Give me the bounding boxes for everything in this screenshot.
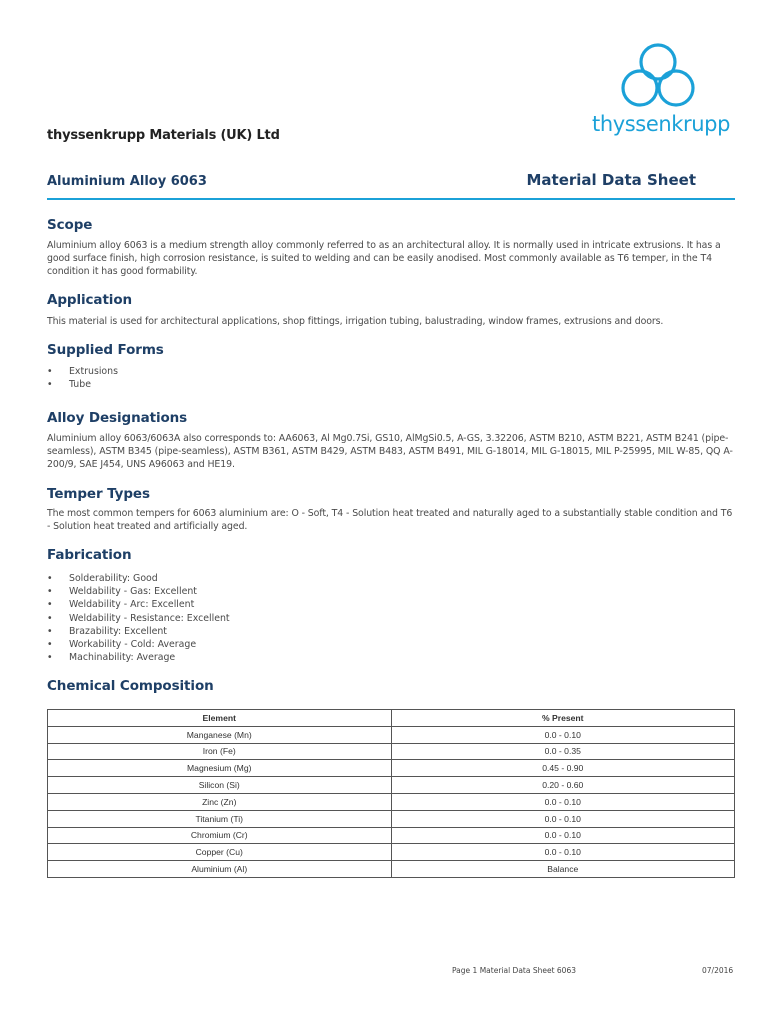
- list-item: • Extrusions: [47, 365, 118, 378]
- scope-text: Aluminium alloy 6063 is a medium strength alloy commonly referred to as an architectural alloy. It is normally used in intricate extrusions. It has a good surface finish, high corrosion resistance, is suited to welding and can be easily anodised. Most commonly available as T6 temper, in the T4 condition it has good formability.: [47, 240, 721, 277]
- table-row: [48, 810, 735, 827]
- percent-cell: 0.0 - 0.10: [391, 793, 735, 810]
- list-item: • Weldability - Resistance: Excellent: [47, 612, 230, 625]
- temper-types-text: The most common tempers for 6063 aluminium are: O - Soft, T4 - Solution heat treated and naturally aged to a substantially stable condition and T6 - Solution heat treated and artificially aged.: [47, 508, 733, 532]
- supplied-forms-list: [47, 365, 118, 391]
- document-type: Material Data Sheet: [526, 171, 696, 189]
- column-header-percent: % Present: [391, 710, 735, 727]
- column-header-element: Element: [48, 710, 392, 727]
- company-logo: [592, 42, 731, 142]
- chemical-composition-table: [47, 709, 735, 878]
- scope-heading: Scope: [47, 217, 93, 233]
- table-header-row: [48, 710, 735, 727]
- percent-cell: 0.0 - 0.10: [391, 810, 735, 827]
- table-row: [48, 827, 735, 844]
- application-heading: Application: [47, 292, 133, 308]
- alloy-designations-text: Aluminium alloy 6063/6063A also corresponds to: AA6063, Al Mg0.7Si, GS10, AlMgSi0.5, A-GS, 3.32206, ASTM B210, ASTM B221, ASTM B241 (pipe-seamless), ASTM B345 (pipe-seamless), ASTM B361, ASTM B429, ASTM B483, ASTM B491, MIL G-18014, MIL G-18015, MIL P-25995, MIL W-85, QQ A-200/9, SAE J454, UNS A96063 and HE19.: [47, 433, 733, 470]
- alloy-designations-heading: Alloy Designations: [47, 410, 188, 426]
- table-row: [48, 844, 735, 861]
- percent-cell: 0.0 - 0.35: [391, 743, 735, 760]
- list-item: • Solderability: Good: [47, 572, 230, 585]
- element-cell: Magnesium (Mg): [48, 760, 392, 777]
- list-item: • Weldability - Arc: Excellent: [47, 598, 230, 611]
- table-row: [48, 861, 735, 878]
- percent-cell: 0.0 - 0.10: [391, 827, 735, 844]
- footer-page-label: Page 1 Material Data Sheet 6063: [452, 966, 576, 975]
- element-cell: Silicon (Si): [48, 777, 392, 794]
- table-row: [48, 777, 735, 794]
- thyssenkrupp-emblem-icon: [620, 42, 696, 108]
- element-cell: Copper (Cu): [48, 844, 392, 861]
- percent-cell: 0.20 - 0.60: [391, 777, 735, 794]
- table-row: [48, 743, 735, 760]
- document-title: Aluminium Alloy 6063: [47, 174, 207, 189]
- table-row: [48, 726, 735, 743]
- list-item: • Machinability: Average: [47, 651, 230, 664]
- table-row: [48, 793, 735, 810]
- table-row: [48, 760, 735, 777]
- list-item: • Tube: [47, 378, 118, 391]
- supplied-forms-heading: Supplied Forms: [47, 342, 164, 358]
- list-item: • Brazability: Excellent: [47, 625, 230, 638]
- percent-cell: 0.45 - 0.90: [391, 760, 735, 777]
- element-cell: Titanium (Ti): [48, 810, 392, 827]
- element-cell: Zinc (Zn): [48, 793, 392, 810]
- footer-date: 07/2016: [702, 966, 734, 975]
- logo-wordmark: thyssenkrupp: [592, 112, 731, 136]
- element-cell: Chromium (Cr): [48, 827, 392, 844]
- percent-cell: Balance: [391, 861, 735, 878]
- element-cell: Iron (Fe): [48, 743, 392, 760]
- fabrication-list: [47, 572, 230, 664]
- chemical-composition-heading: Chemical Composition: [47, 678, 214, 694]
- percent-cell: 0.0 - 0.10: [391, 726, 735, 743]
- element-cell: Aluminium (Al): [48, 861, 392, 878]
- percent-cell: 0.0 - 0.10: [391, 844, 735, 861]
- temper-types-heading: Temper Types: [47, 486, 150, 502]
- company-name: thyssenkrupp Materials (UK) Ltd: [47, 128, 280, 143]
- list-item: • Workability - Cold: Average: [47, 638, 230, 651]
- fabrication-heading: Fabrication: [47, 547, 132, 563]
- list-item: • Weldability - Gas: Excellent: [47, 585, 230, 598]
- element-cell: Manganese (Mn): [48, 726, 392, 743]
- title-row: [47, 170, 735, 200]
- application-text: This material is used for architectural applications, shop fittings, irrigation tubing, balustrading, window frames, extrusions and doors.: [47, 316, 664, 327]
